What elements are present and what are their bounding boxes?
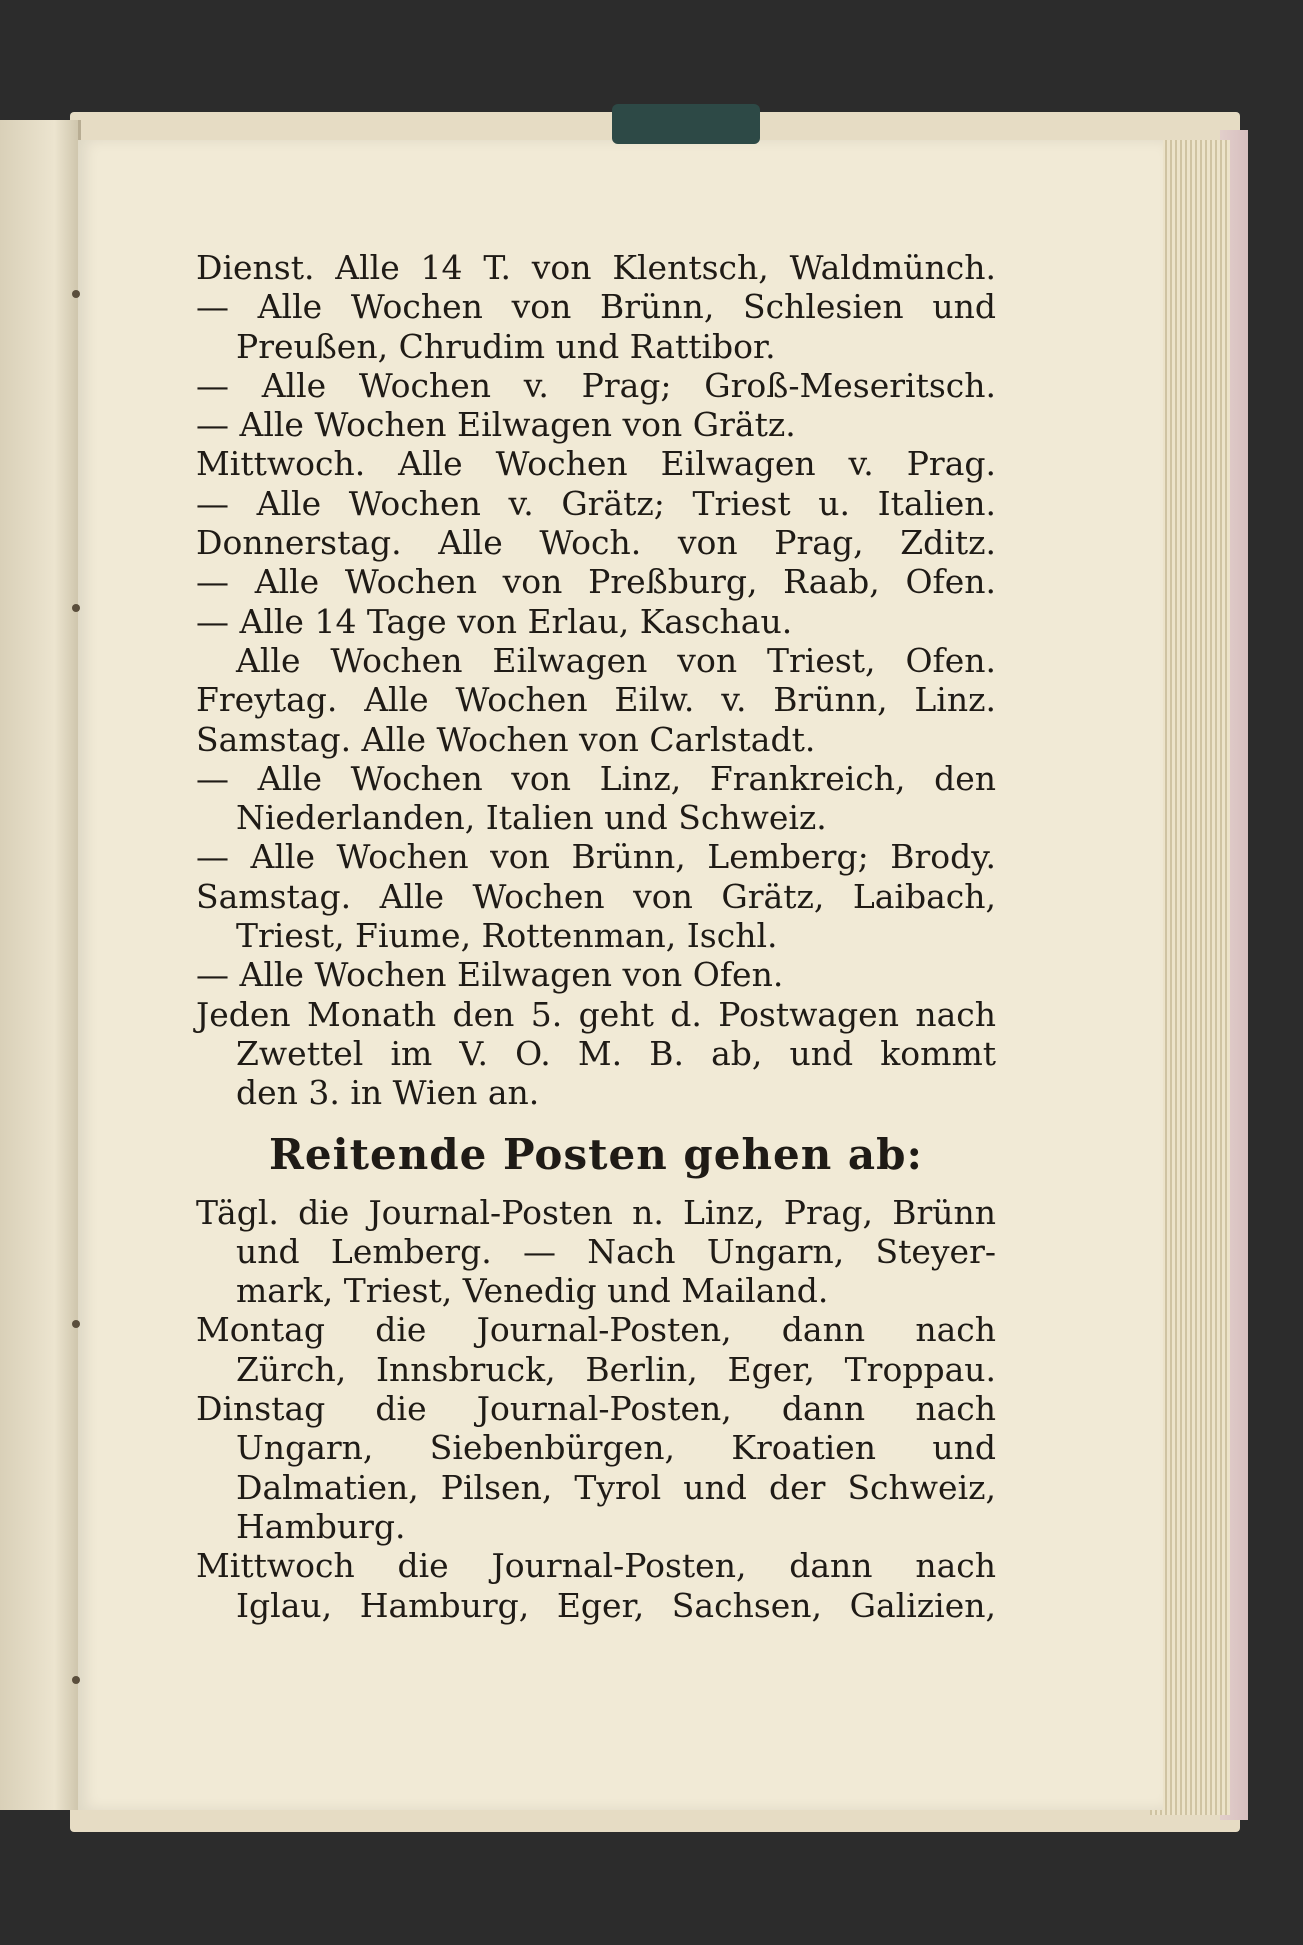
- text-line: — Alle Wochen Eilwagen von Ofen.: [196, 955, 784, 995]
- text-line: Iglau, Hamburg, Eger, Sachsen, Galizien,: [236, 1585, 996, 1625]
- section-heading: Reitende Posten gehen ab:: [269, 1129, 923, 1179]
- text-line: Alle Wochen Eilwagen von Triest, Ofen.: [236, 640, 996, 680]
- text-line: Samstag. Alle Wochen von Grätz, Laibach,: [196, 876, 996, 916]
- text-line: Jeden Monath den 5. geht d. Postwagen nach: [196, 994, 996, 1034]
- text-line: — Alle Wochen v. Prag; Groß-Meseritsch.: [196, 365, 996, 405]
- text-line: den 3. in Wien an.: [236, 1073, 540, 1113]
- text-line: und Lemberg. — Nach Ungarn, Steyer-: [236, 1231, 996, 1271]
- left-page-edge: [0, 120, 81, 1810]
- text-line: Samstag. Alle Wochen von Carlstadt.: [196, 719, 816, 759]
- text-line: — Alle Wochen von Preßburg, Raab, Ofen.: [196, 562, 996, 602]
- text-line: Mittwoch die Journal-Posten, dann nach: [196, 1546, 996, 1586]
- text-line: Montag die Journal-Posten, dann nach: [196, 1310, 996, 1350]
- text-line: Triest, Fiume, Rottenman, Ischl.: [236, 916, 778, 956]
- text-line: — Alle Wochen von Brünn, Lemberg; Brody.: [196, 837, 996, 877]
- text-line: — Alle Wochen von Linz, Frankreich, den: [196, 758, 996, 798]
- text-line: — Alle Wochen Eilwagen von Grätz.: [196, 405, 796, 445]
- binding-stitch: [72, 1320, 80, 1328]
- text-line: Preußen, Chrudim und Rattibor.: [236, 326, 776, 366]
- page-text: [196, 248, 996, 1625]
- bookmark-ribbon: [612, 104, 760, 144]
- binding-stitch: [72, 1676, 80, 1684]
- text-line: — Alle Wochen v. Grätz; Triest u. Italien.: [196, 483, 996, 523]
- text-line: Zwettel im V. O. M. B. ab, und kommt: [236, 1033, 996, 1073]
- text-line: mark, Triest, Venedig und Mailand.: [236, 1271, 829, 1311]
- binding-stitch: [72, 290, 80, 298]
- text-line: Tägl. die Journal-Posten n. Linz, Prag, Brünn: [196, 1192, 996, 1232]
- text-line: Ungarn, Siebenbürgen, Kroatien und: [236, 1428, 996, 1468]
- text-line: Niederlanden, Italien und Schweiz.: [236, 798, 827, 838]
- text-line: Hamburg.: [236, 1506, 406, 1546]
- text-line: Dinstag die Journal-Posten, dann nach: [196, 1389, 996, 1429]
- text-line: Zürch, Innsbruck, Berlin, Eger, Troppau.: [236, 1349, 996, 1389]
- text-line: Dienst. Alle 14 T. von Klentsch, Waldmünch.: [196, 248, 996, 287]
- text-line: Dalmatien, Pilsen, Tyrol und der Schweiz,: [236, 1467, 996, 1507]
- binding-stitch: [72, 604, 80, 612]
- text-line: — Alle Wochen von Brünn, Schlesien und: [196, 287, 996, 327]
- text-line: Mittwoch. Alle Wochen Eilwagen v. Prag.: [196, 444, 996, 484]
- text-line: — Alle 14 Tage von Erlau, Kaschau.: [196, 601, 793, 641]
- text-line: Freytag. Alle Wochen Eilw. v. Brünn, Linz.: [196, 680, 996, 720]
- text-line: Donnerstag. Alle Woch. von Prag, Zditz.: [196, 523, 996, 563]
